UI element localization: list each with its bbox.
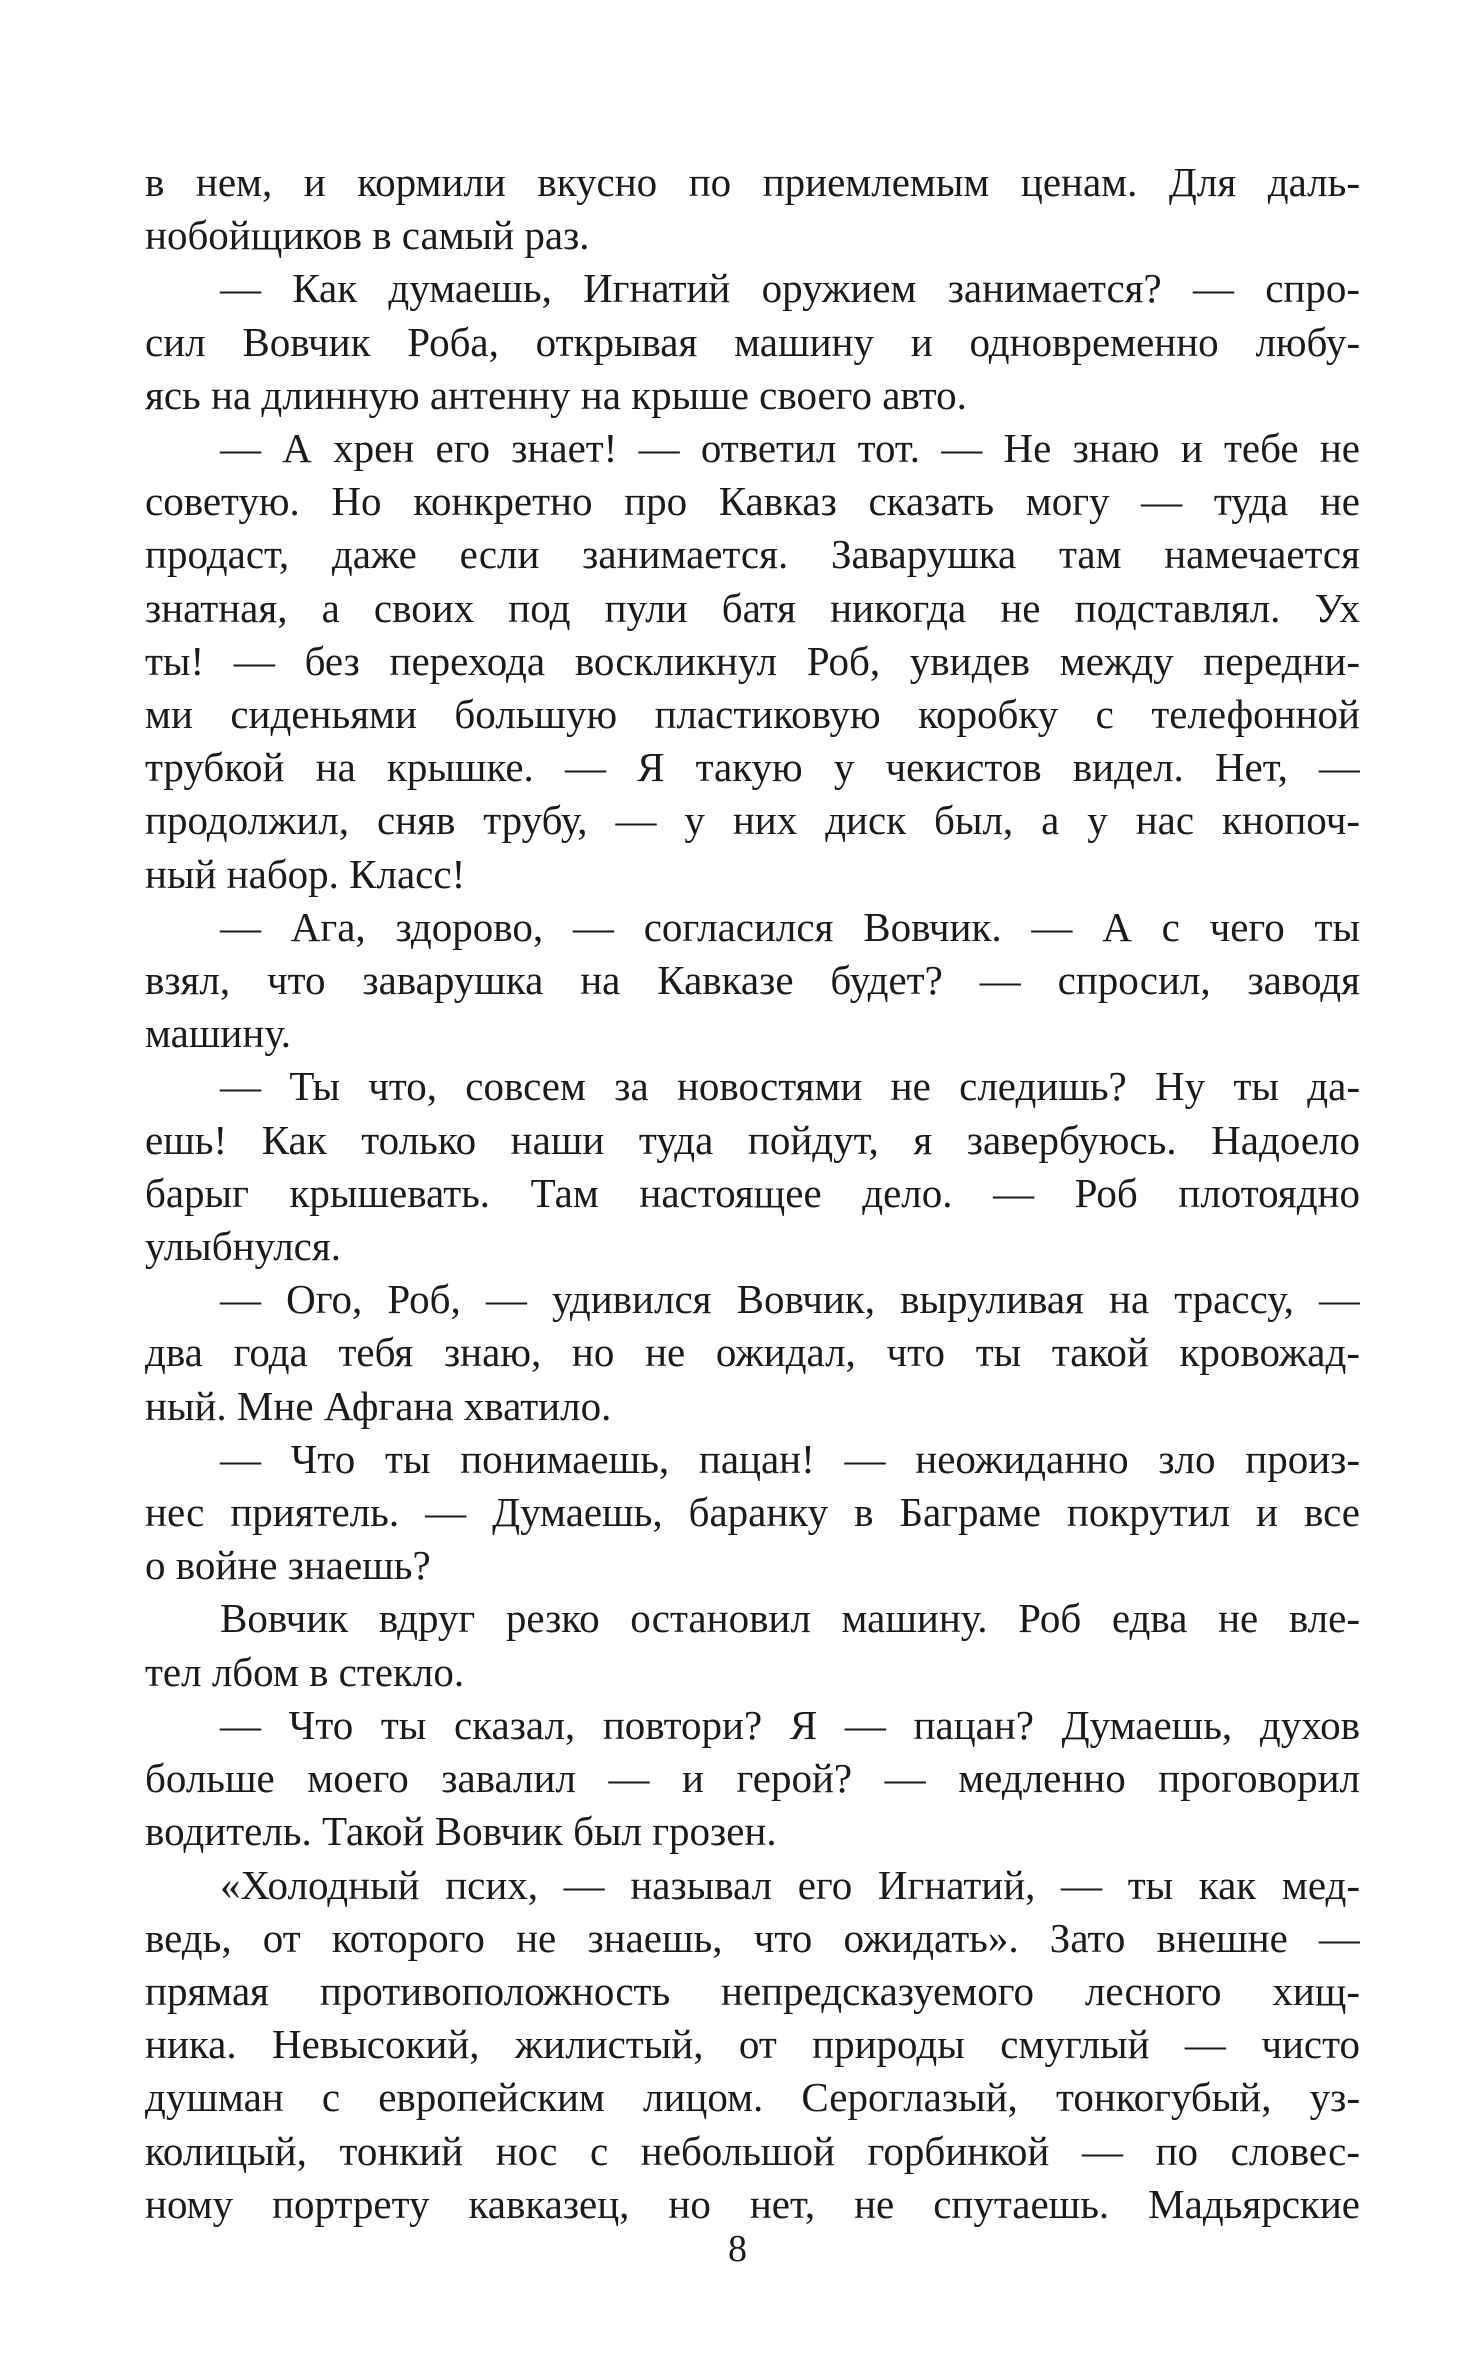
text-line: — Что ты понимаешь, пацан! — неожиданно зло произ-: [220, 1435, 1360, 1482]
text-line: знатная, а своих под пули батя никогда не подставлял. Ух: [145, 584, 1360, 631]
text-line: Вовчик вдруг резко остановил машину. Роб едва не вле-: [220, 1595, 1360, 1642]
text-line: взял, что заварушка на Кавказе будет? — спросил, заводя: [145, 957, 1360, 1004]
text-line: о войне знаешь?: [145, 1542, 431, 1589]
text-line: ясь на длинную антенну на крыше своего авто.: [145, 371, 967, 418]
text-line: ный. Мне Афгана хватило.: [145, 1382, 612, 1429]
text-line: ведь, от которого не знаешь, что ожидать». Зато внешне —: [145, 1914, 1360, 1961]
text-line: сил Вовчик Роба, открывая машину и одновременно любу-: [145, 318, 1360, 365]
text-line: продаст, даже если занимается. Заварушка там намечается: [145, 531, 1360, 578]
text-line: два года тебя знаю, но не ожидал, что ты такой кровожад-: [145, 1329, 1360, 1376]
text-line: советую. Но конкретно про Кавказ сказать могу — туда не: [145, 478, 1360, 525]
text-line: ному портрету кавказец, но нет, не спутаешь. Мадьярские: [145, 2180, 1360, 2227]
text-line: «Холодный псих, — называл его Игнатий, — ты как мед-: [220, 1861, 1360, 1908]
text-line: — Ты что, совсем за новостями не следишь? Ну ты да-: [220, 1063, 1360, 1110]
text-line: — А хрен его знает! — ответил тот. — Не знаю и тебе не: [220, 425, 1360, 472]
text-line: трубкой на крышке. — Я такую у чекистов видел. Нет, —: [145, 744, 1360, 791]
text-line: ты! — без перехода воскликнул Роб, увидев между передни-: [145, 637, 1360, 684]
text-line: ми сиденьями большую пластиковую коробку с телефонной: [145, 691, 1360, 738]
text-line: — Как думаешь, Игнатий оружием занимается? — спро-: [220, 265, 1360, 312]
text-line: — Ага, здорово, — согласился Вовчик. — А с чего ты: [220, 903, 1360, 950]
text-line: — Ого, Роб, — удивился Вовчик, выруливая на трассу, —: [220, 1276, 1360, 1323]
page-number: 8: [728, 2228, 747, 2270]
text-line: улыбнулся.: [145, 1223, 341, 1270]
text-line: колицый, тонкий нос с небольшой горбинкой — по словес-: [145, 2127, 1360, 2174]
text-line: ника. Невысокий, жилистый, от природы смуглый — чисто: [145, 2021, 1360, 2068]
text-line: продолжил, сняв трубу, — у них диск был, а у нас кнопоч-: [145, 797, 1360, 844]
text-line: больше моего завалил — и герой? — медленно проговорил: [145, 1755, 1360, 1802]
text-line: тел лбом в стекло.: [145, 1648, 465, 1695]
text-line: машину.: [145, 1010, 291, 1057]
body-text: [145, 156, 1360, 2231]
text-line: ешь! Как только наши туда пойдут, я завербуюсь. Надоело: [145, 1116, 1360, 1163]
text-line: нобойщиков в самый раз.: [145, 212, 590, 259]
text-line: ный набор. Класс!: [145, 850, 466, 897]
text-line: барыг крышевать. Там настоящее дело. — Роб плотоядно: [145, 1169, 1360, 1216]
text-line: прямая противоположность непредсказуемого лесного хищ-: [145, 1967, 1360, 2014]
text-line: — Что ты сказал, повтори? Я — пацан? Думаешь, духов: [220, 1701, 1360, 1748]
text-line: водитель. Такой Вовчик был грозен.: [145, 1808, 777, 1855]
text-line: в нем, и кормили вкусно по приемлемым ценам. Для даль-: [145, 159, 1360, 205]
text-line: нес приятель. — Думаешь, баранку в Баграме покрутил и все: [145, 1489, 1360, 1536]
text-line: душман с европейским лицом. Сероглазый, тонкогубый, уз-: [145, 2074, 1360, 2121]
